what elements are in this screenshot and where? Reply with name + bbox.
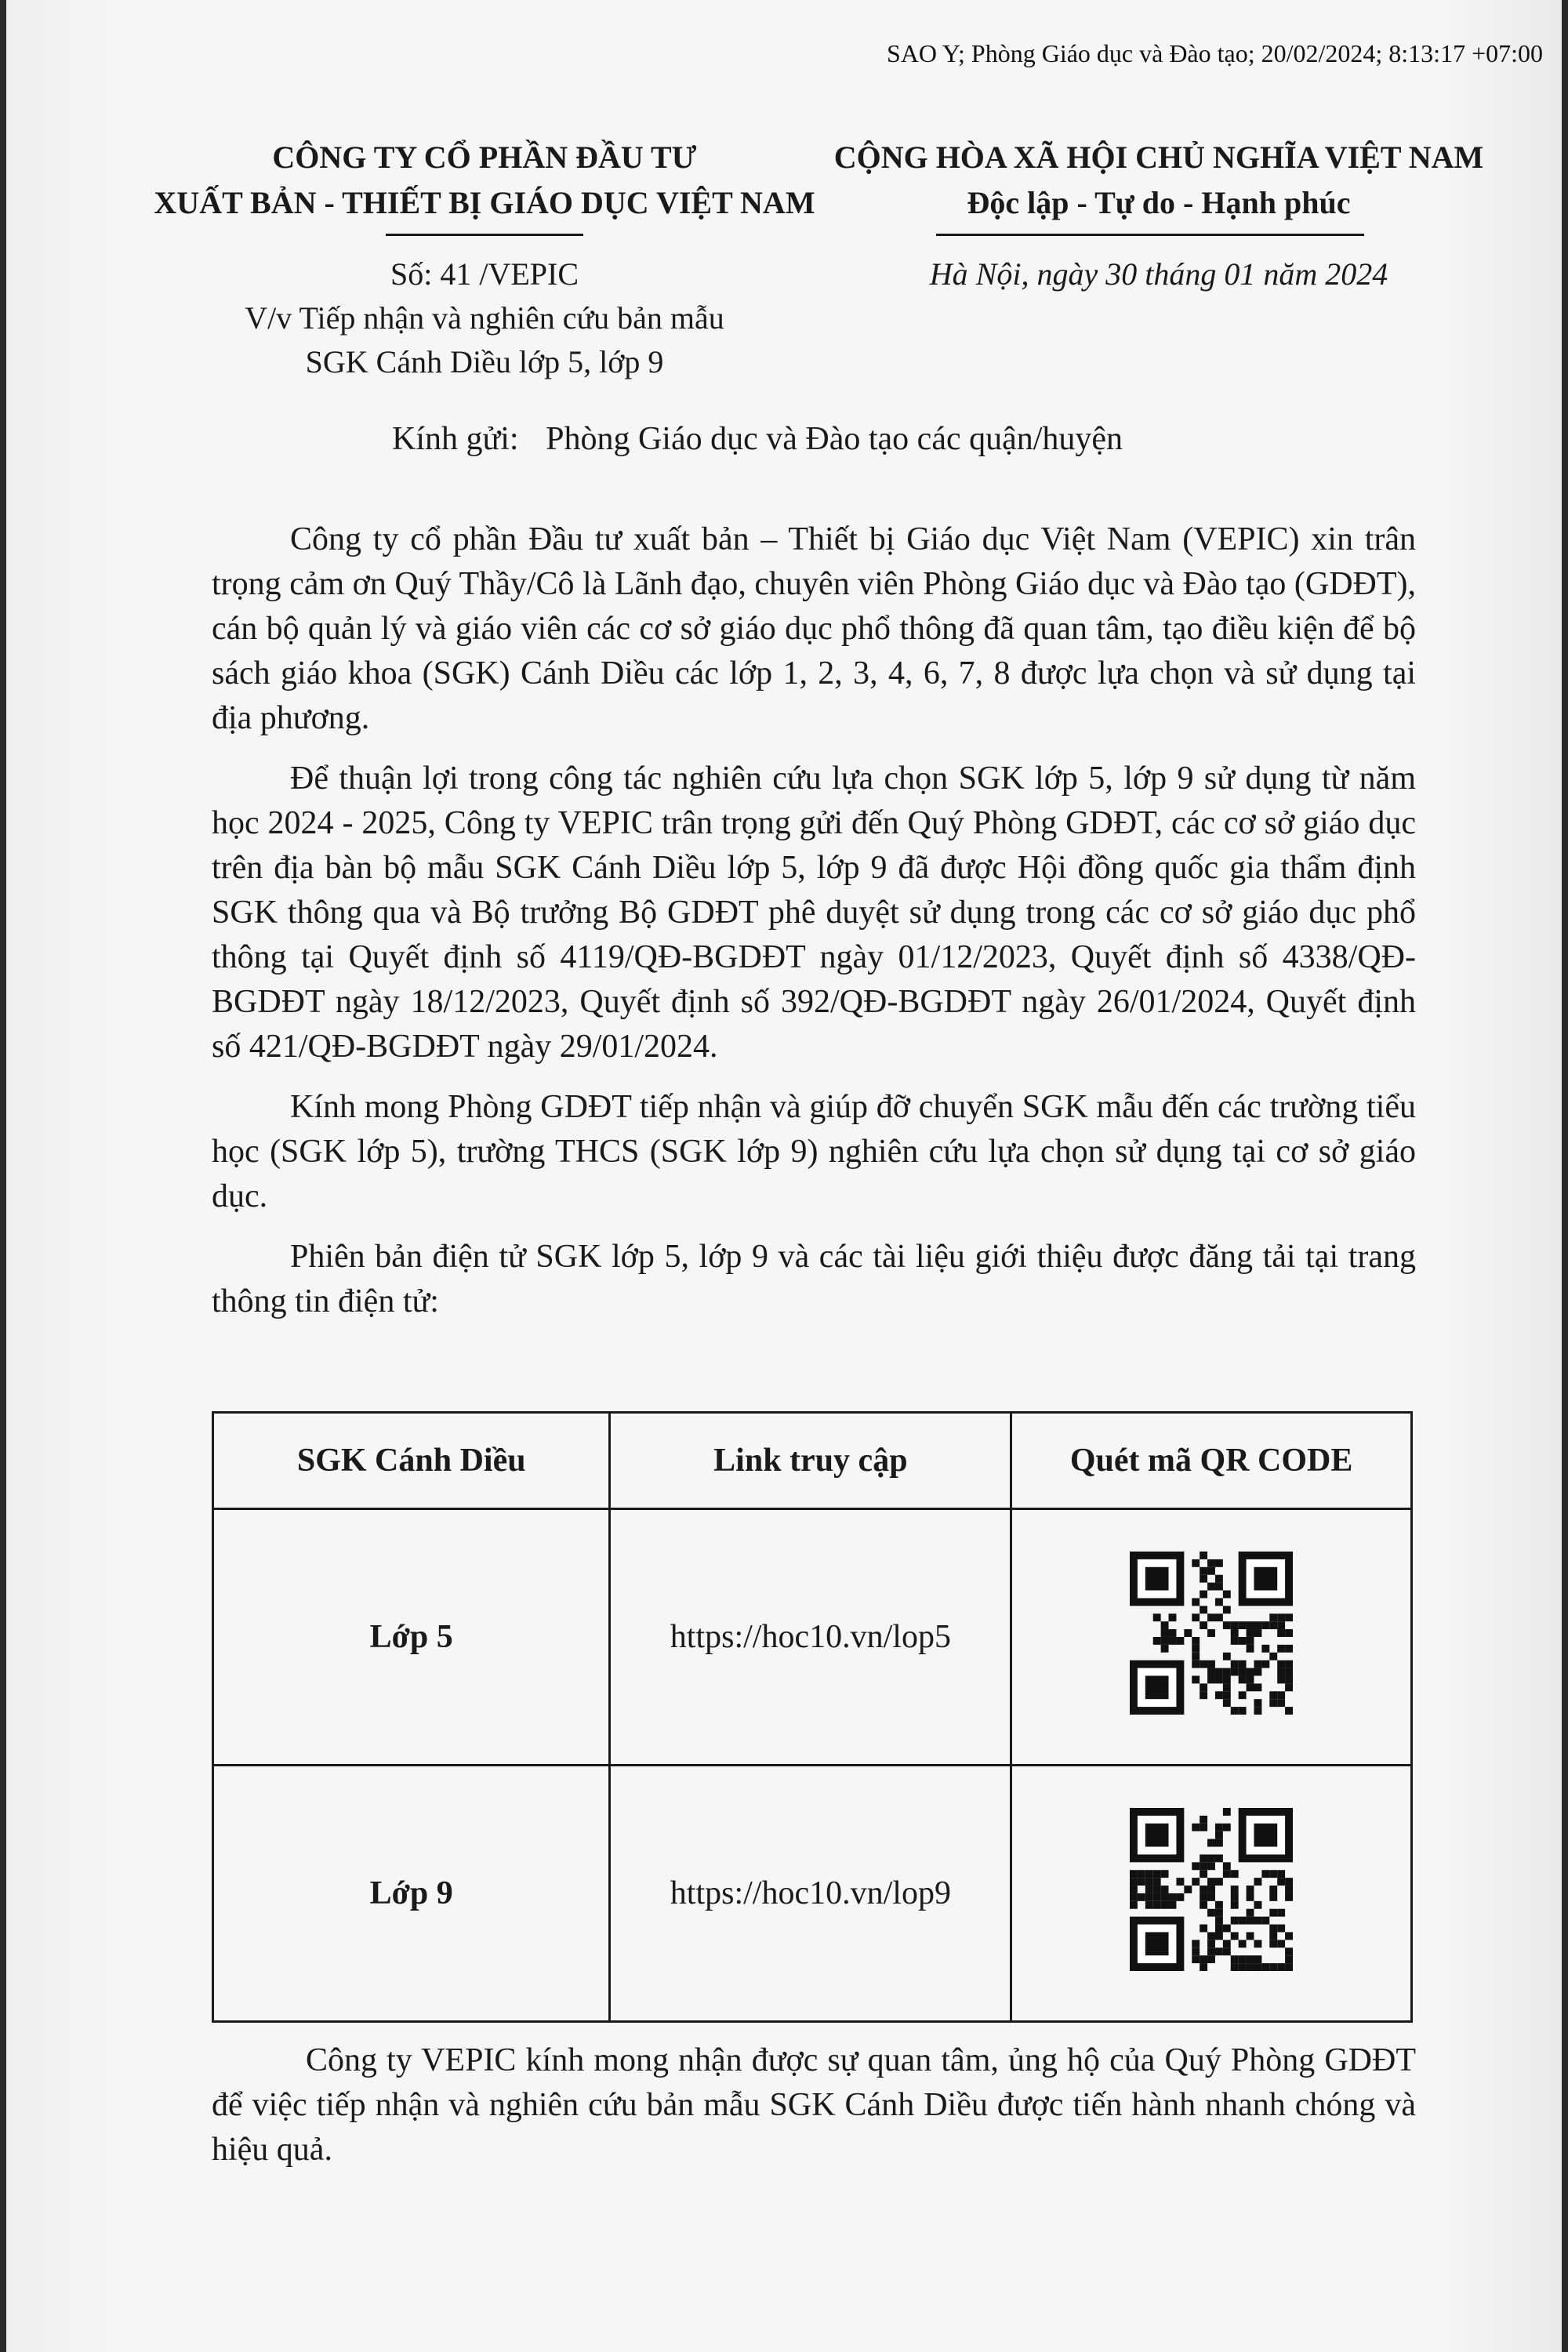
recipient-label: Kính gửi: [392, 421, 519, 457]
issuer-header [147, 135, 822, 226]
motto-underline [936, 234, 1364, 236]
national-header [822, 135, 1496, 226]
recipient-line [392, 420, 1123, 458]
document-date: Hà Nội, ngày 30 tháng 01 năm 2024 [929, 256, 1388, 292]
qr-code-icon[interactable] [1130, 1552, 1293, 1715]
qr-cell [1011, 1509, 1412, 1766]
table-row [213, 1766, 1412, 2022]
header-link: Link truy cập [610, 1413, 1011, 1509]
issuer-line-1: CÔNG TY CỔ PHẦN ĐẦU TƯ [272, 140, 697, 175]
paragraph-3: Kính mong Phòng GDĐT tiếp nhận và giúp đỡ chuyển SGK mẫu đến các trường tiểu học (SGK lớp 5), trường THCS (SGK lớp 9) nghiên cứu lựa chọn sử dụng tại cơ sở giáo dục. [212, 1089, 1416, 1214]
national-motto: Độc lập - Tự do - Hạnh phúc [967, 185, 1351, 220]
document-number: Số: 41 /VEPIC [390, 256, 579, 292]
qr-code-icon[interactable] [1130, 1808, 1293, 1971]
resources-table [212, 1411, 1413, 2023]
subject-line-2: SGK Cánh Diều lớp 5, lớp 9 [305, 344, 664, 379]
issuer-line-2: XUẤT BẢN - THIẾT BỊ GIÁO DỤC VIỆT NAM [154, 185, 815, 220]
qr-cell [1011, 1766, 1412, 2022]
grade-cell: Lớp 9 [213, 1766, 610, 2022]
header-textbook: SGK Cánh Diều [213, 1413, 610, 1509]
link-cell[interactable]: https://hoc10.vn/lop5 [610, 1509, 1011, 1766]
subject-line-1: V/v Tiếp nhận và nghiên cứu bản mẫu [245, 300, 724, 336]
issuer-underline [386, 234, 583, 236]
document-reference [147, 252, 822, 384]
closing-text: Công ty VEPIC kính mong nhận được sự quan tâm, ủng hộ của Quý Phòng GDĐT để việc tiếp nhận và nghiên cứu bản mẫu SGK Cánh Diều được tiến hành nhanh chóng và hiệu quả. [212, 2042, 1416, 2168]
national-title: CỘNG HÒA XÃ HỘI CHỦ NGHĨA VIỆT NAM [833, 140, 1484, 175]
paragraph-4: Phiên bản điện tử SGK lớp 5, lớp 9 và các tài liệu giới thiệu được đăng tải tại trang thông tin điện tử: [212, 1239, 1416, 1319]
recipient-name: Phòng Giáo dục và Đào tạo các quận/huyện [546, 421, 1123, 457]
paragraph-2: Để thuận lợi trong công tác nghiên cứu lựa chọn SGK lớp 5, lớp 9 sử dụng từ năm học 2024 - 2025, Công ty VEPIC trân trọng gửi đến Quý Phòng GDĐT, các cơ sở giáo dục trên địa bàn bộ mẫu SGK Cánh Diều lớp 5, lớp 9 đã được Hội đồng quốc gia thẩm định SGK thông qua và Bộ trưởng Bộ GDĐT phê duyệt sử dụng trong các cơ sở giáo dục phổ thông tại Quyết định số 4119/QĐ-BGDĐT ngày 01/12/2023, Quyết định số 4338/QĐ-BGDĐT ngày 18/12/2023, Quyết định số 392/QĐ-BGDĐT ngày 26/01/2024, Quyết định số 421/QĐ-BGDĐT ngày 29/01/2024. [212, 760, 1416, 1065]
table-row [213, 1509, 1412, 1766]
letter-body [212, 517, 1416, 1340]
link-cell[interactable]: https://hoc10.vn/lop9 [610, 1766, 1011, 2022]
header-qr: Quét mã QR CODE [1011, 1413, 1412, 1509]
digital-copy-stamp: SAO Y; Phòng Giáo dục và Đào tạo; 20/02/2024; 8:13:17 +07:00 [887, 39, 1543, 67]
closing-paragraph [212, 2038, 1416, 2172]
grade-cell: Lớp 5 [213, 1509, 610, 1766]
document-page [6, 0, 1562, 2352]
table-header-row [213, 1413, 1412, 1509]
paragraph-1: Công ty cổ phần Đầu tư xuất bản – Thiết bị Giáo dục Việt Nam (VEPIC) xin trân trọng cảm ơn Quý Thầy/Cô là Lãnh đạo, chuyên viên Phòng Giáo dục và Đào tạo (GDĐT), cán bộ quản lý và giáo viên các cơ sở giáo dục phổ thông đã quan tâm, tạo điều kiện để bộ sách giáo khoa (SGK) Cánh Diều các lớp 1, 2, 3, 4, 6, 7, 8 được lựa chọn và sử dụng tại địa phương. [212, 521, 1416, 736]
